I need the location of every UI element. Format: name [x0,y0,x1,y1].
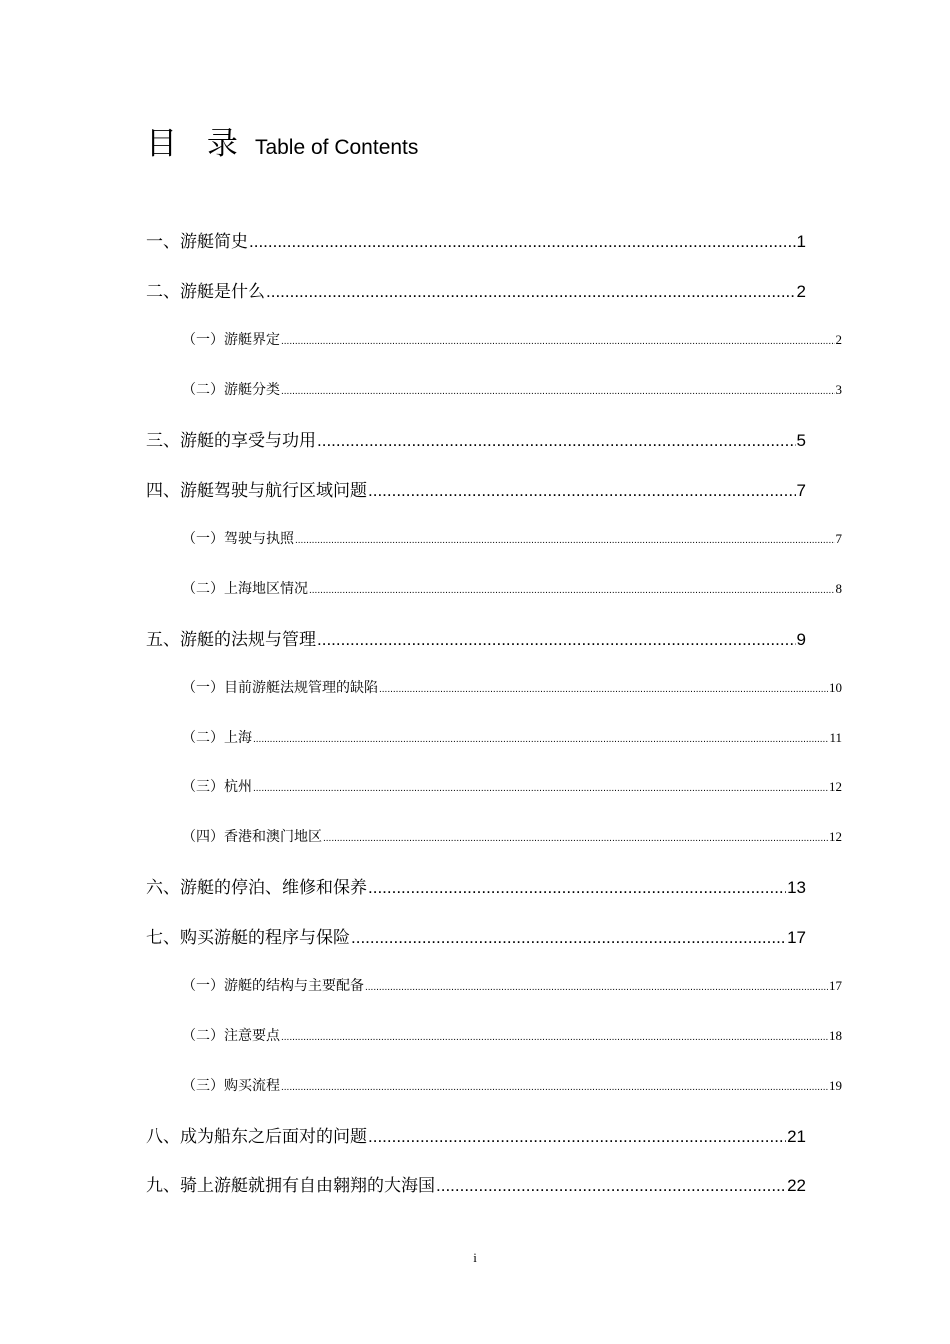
toc-dot-leader [253,734,828,745]
toc-entry-label: 三、游艇的享受与功用 [146,431,316,452]
toc-entry-label: （一）游艇界定 [182,332,280,349]
toc-dot-leader [281,1032,828,1043]
toc-entry-label: 五、游艇的法规与管理 [146,629,316,650]
toc-entry[interactable] [146,1010,842,1060]
toc-entry-page-number: 2 [796,282,806,302]
toc-heading [146,118,418,163]
toc-entry-page-number: 7 [796,480,806,500]
toc-entry[interactable] [146,314,842,364]
page-number-footer: i [473,1250,477,1265]
toc-entry[interactable] [146,960,842,1010]
toc-entry[interactable] [146,215,806,265]
toc-dot-leader [379,684,828,695]
toc-entry-label: 一、游艇简史 [146,232,248,253]
toc-entry-page-number: 17 [829,978,842,994]
toc-entry[interactable] [146,364,842,414]
toc-entry[interactable] [146,712,842,762]
toc-entry-label: 六、游艇的停泊、维修和保养 [146,878,367,899]
toc-entry[interactable] [146,662,842,712]
toc-entry-label: 四、游艇驾驶与航行区域问题 [146,480,367,501]
toc-heading-chinese: 目 录 [146,126,248,162]
toc-entry[interactable] [146,1159,806,1209]
toc-dot-leader [317,431,796,451]
toc-entry[interactable] [146,265,806,315]
toc-dot-leader [309,585,835,596]
toc-entry-label: （二）注意要点 [182,1027,280,1044]
toc-entry-label: （二）上海地区情况 [182,580,308,597]
toc-entry-page-number: 10 [829,680,842,696]
toc-entry-label: （一）目前游艇法规管理的缺陷 [182,680,378,697]
toc-entry-page-number: 22 [787,1176,806,1196]
toc-entry-label: （一）游艇的结构与主要配备 [182,978,364,995]
toc-entry-label: （二）上海 [182,729,252,746]
toc-dot-leader [253,783,828,794]
toc-entry-page-number: 19 [829,1077,842,1093]
toc-entry-page-number: 12 [829,779,842,795]
toc-entry-page-number: 8 [835,580,842,596]
toc-entry[interactable] [146,911,806,961]
toc-dot-leader [281,386,835,397]
toc-dot-leader [368,878,786,898]
toc-entry-label: （三）杭州 [182,779,252,796]
toc-dot-leader [281,1082,828,1093]
toc-entry-label: 七、购买游艇的程序与保险 [146,927,350,948]
toc-entry-page-number: 17 [787,927,806,947]
toc-entry[interactable] [146,613,806,663]
toc-entry[interactable] [146,1060,842,1110]
toc-entry[interactable] [146,414,806,464]
toc-entry-page-number: 12 [829,829,842,845]
toc-entry[interactable] [146,563,842,613]
toc-dot-leader [368,481,796,501]
toc-entry[interactable] [146,513,842,563]
toc-dot-leader [368,1127,786,1147]
toc-dot-leader [323,833,828,844]
toc-dot-leader [436,1176,786,1196]
toc-entry[interactable] [146,762,842,812]
toc-entry-label: 九、骑上游艇就拥有自由翱翔的大海国 [146,1176,435,1197]
toc-dot-leader [317,630,796,650]
toc-entry-label: （二）游艇分类 [182,381,280,398]
toc-entry-page-number: 3 [835,381,842,397]
toc-entry[interactable] [146,811,842,861]
toc-dot-leader [266,282,796,302]
toc-entry-page-number: 13 [787,878,806,898]
toc-dot-leader [249,232,796,252]
toc-dot-leader [351,928,786,948]
toc-entry-page-number: 9 [796,629,806,649]
toc-entry-label: （四）香港和澳门地区 [182,829,322,846]
toc-entry-page-number: 7 [835,530,842,546]
toc-entry-page-number: 2 [835,332,842,348]
toc-heading-english: Table of Contents [254,136,419,159]
toc-entry-page-number: 11 [829,729,842,745]
toc-entry-page-number: 5 [796,431,806,451]
toc-entry-page-number: 21 [787,1126,806,1146]
toc-dot-leader [365,982,828,993]
toc-entry-page-number: 18 [829,1027,842,1043]
toc-entry-label: （三）购买流程 [182,1077,280,1094]
table-of-contents [146,215,842,1209]
toc-entry[interactable] [146,463,806,513]
toc-entry[interactable] [146,861,806,911]
toc-dot-leader [295,535,835,546]
toc-entry-label: （一）驾驶与执照 [182,530,294,547]
toc-entry-label: 八、成为船东之后面对的问题 [146,1126,367,1147]
toc-dot-leader [281,336,835,347]
toc-entry[interactable] [146,1109,806,1159]
toc-entry-label: 二、游艇是什么 [146,282,265,303]
toc-entry-page-number: 1 [796,232,806,252]
